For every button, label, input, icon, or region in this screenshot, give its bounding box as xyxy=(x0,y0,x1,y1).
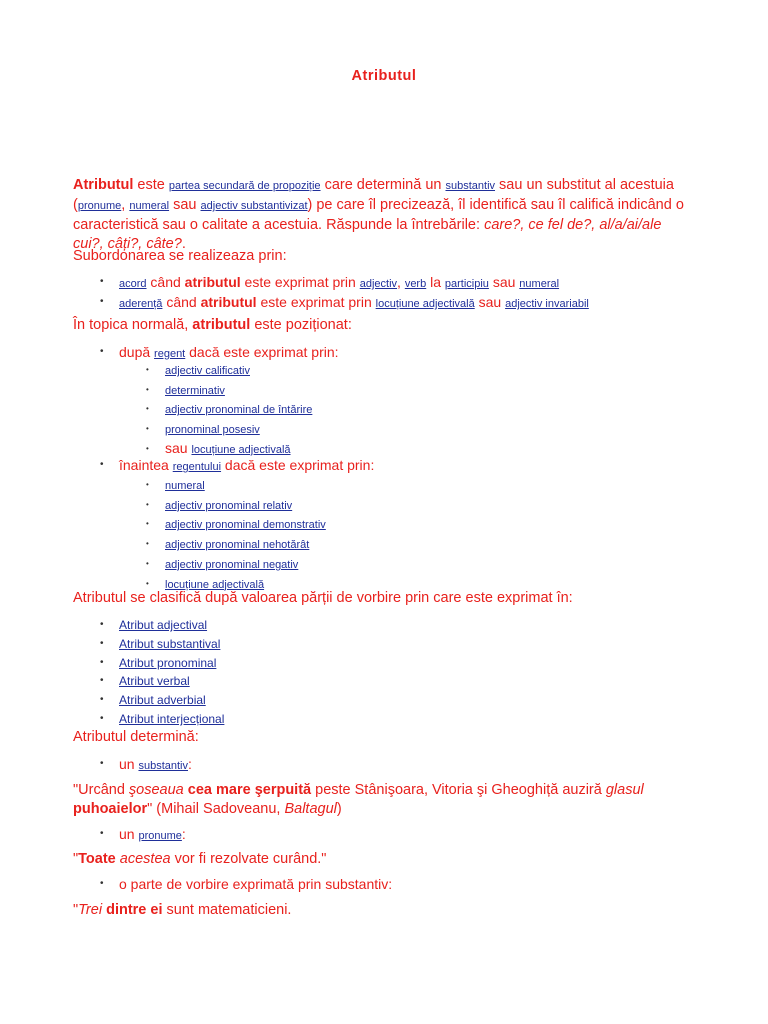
link-locutiune-adjectivala-3[interactable]: locuțiune adjectivală xyxy=(165,578,265,591)
link-numeral[interactable]: numeral xyxy=(129,200,170,212)
link-determinativ[interactable]: determinativ xyxy=(165,384,225,397)
link-numeral-3[interactable]: numeral xyxy=(165,480,205,492)
list-item: • un pronume: xyxy=(100,825,186,845)
link-numeral-2[interactable]: numeral xyxy=(519,278,560,290)
link-regent[interactable]: regent xyxy=(154,348,186,360)
ex2-bullet xyxy=(100,825,186,845)
link-aderenta[interactable]: aderență xyxy=(119,298,163,310)
link-atribut-verbal[interactable]: Atribut verbal xyxy=(119,674,190,689)
link-adjectiv-pronominal-intarire[interactable]: adjectiv pronominal de întărire xyxy=(165,404,313,417)
inaintea-sublist xyxy=(146,476,326,594)
example-3: "Trei dintre ei sunt matematicieni. xyxy=(73,902,292,918)
dupa-sublist xyxy=(146,361,312,460)
link-atribut-adverbial[interactable]: Atribut adverbial xyxy=(119,693,206,708)
subordonarea-text: Subordonarea se realizeaza prin: xyxy=(73,248,287,264)
link-adjectiv[interactable]: adjectiv xyxy=(359,278,398,290)
list-item xyxy=(146,496,326,516)
list-item xyxy=(146,361,312,381)
link-adjectiv-invariabil[interactable]: adjectiv invariabil xyxy=(505,298,589,310)
list-item: • înaintea regentului dacă este exprimat prin: xyxy=(100,456,374,476)
list-item xyxy=(146,535,326,555)
link-locutiune-adjectivala[interactable]: locuțiune adjectivală xyxy=(375,298,475,310)
ex1-bullet xyxy=(100,755,192,775)
list-item: • sau locuțiune adjectivală xyxy=(146,440,312,460)
list-item: • un substantiv: xyxy=(100,755,192,775)
link-substantiv[interactable]: substantiv xyxy=(445,180,496,192)
link-atribut-interjectional[interactable]: Atribut interjecțional xyxy=(119,711,225,726)
determina-text: Atributul determină: xyxy=(73,729,199,745)
link-adj-pron-negativ[interactable]: adjectiv pronominal negativ xyxy=(165,558,299,571)
dupa-list xyxy=(100,343,339,363)
link-atribut-adjectival[interactable]: Atribut adjectival xyxy=(119,618,208,632)
link-adjectiv-calificativ[interactable]: adjectiv calificativ xyxy=(165,365,250,377)
inaintea-list xyxy=(100,456,374,476)
link-locutiune-adjectivala-2[interactable]: locuțiune adjectivală xyxy=(191,443,291,456)
link-atribut-substantival[interactable]: Atribut substantival xyxy=(119,636,221,651)
link-pronume-2[interactable]: pronume xyxy=(138,830,182,842)
list-item xyxy=(100,691,224,710)
list-item xyxy=(146,400,312,420)
list-item: • acord când atributul este exprimat prin adjectiv, verb la participiu sau numeral xyxy=(100,273,589,293)
list-item xyxy=(146,420,312,440)
list-item xyxy=(146,555,326,575)
ex3-bullet xyxy=(100,875,392,893)
list-item: • o parte de vorbire exprimată prin substantiv: xyxy=(100,875,392,893)
clasifica-text: Atributul se clasifică după valoarea părții de vorbire prin care este exprimat în: xyxy=(73,590,573,606)
link-partea-secundara[interactable]: partea secundară de propoziție xyxy=(168,180,321,192)
link-acord[interactable]: acord xyxy=(119,278,147,290)
link-verb[interactable]: verb xyxy=(404,278,427,290)
link-adjectiv-substantivizat[interactable]: adjectiv substantivizat xyxy=(200,200,308,212)
link-adj-pron-relativ[interactable]: adjectiv pronominal relativ xyxy=(165,499,293,512)
topica-text: În topica normală, atributul este poziționat: xyxy=(73,317,352,333)
list-item xyxy=(100,710,224,729)
list-item xyxy=(146,476,326,496)
questions: care?, ce fel de?, al/a/ai/ale cui?, câți?, câte? xyxy=(73,217,662,252)
list-item xyxy=(146,515,326,535)
subordonare-list xyxy=(100,273,589,313)
intro-paragraph: Atributul este partea secundară de propoziție care determină un substantiv sau un substitut al acestuia (pronume, numeral sau adjectiv substantivizat) pe care îl precizează, îl identifică sau îl califică indicând o caracteristică sau o calitate a acestuia. Răspunde la întrebările: care?, ce fel de?, al/a/ai/ale cui?, câți?, câte?. xyxy=(73,177,684,252)
link-adj-pron-nehotarat[interactable]: adjectiv pronominal nehotărât xyxy=(165,539,310,552)
list-item xyxy=(100,654,224,673)
link-participiu[interactable]: participiu xyxy=(444,278,489,290)
link-adj-pron-demonstrativ[interactable]: adjectiv pronominal demonstrativ xyxy=(165,519,326,532)
types-list xyxy=(100,616,224,729)
term-atributul: Atributul xyxy=(73,177,134,193)
example-1: "Urcând şoseaua cea mare şerpuită peste Stânişoara, Vitoria şi Gheoghiță auziră glasul puhoaielor" (Mihail Sadoveanu, Baltagul) xyxy=(73,782,644,817)
list-item xyxy=(100,635,224,654)
link-pronominal-posesiv[interactable]: pronominal posesiv xyxy=(165,424,260,437)
link-regentului[interactable]: regentului xyxy=(172,461,222,473)
list-item xyxy=(100,672,224,691)
page-title: Atributul xyxy=(351,68,417,84)
list-item xyxy=(100,616,224,635)
list-item: • după regent dacă este exprimat prin: xyxy=(100,343,339,363)
link-pronume[interactable]: pronume xyxy=(77,200,122,212)
link-substantiv-2[interactable]: substantiv xyxy=(138,760,188,772)
list-item xyxy=(146,381,312,401)
list-item: • aderență când atributul este exprimat prin locuțiune adjectivală sau adjectiv invariabil xyxy=(100,293,589,313)
link-atribut-pronominal[interactable]: Atribut pronominal xyxy=(119,655,217,670)
example-2: "Toate acestea vor fi rezolvate curând." xyxy=(73,851,327,867)
